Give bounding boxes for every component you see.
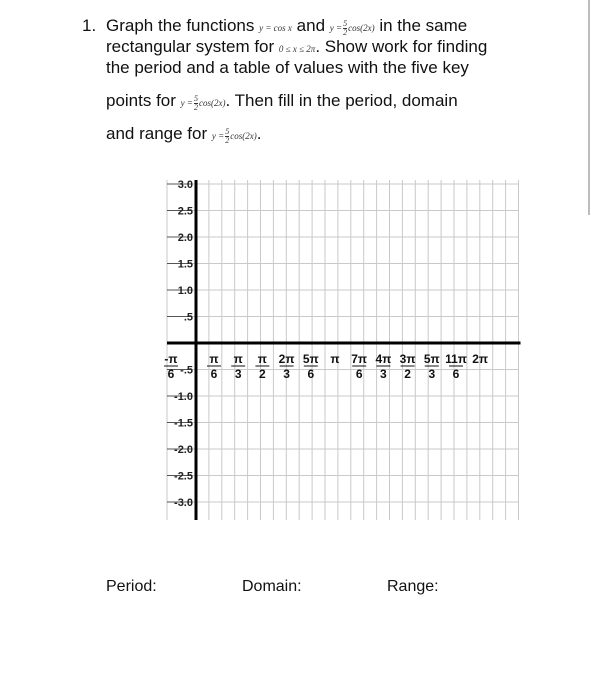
function-5-2-cos2x: y = $\frac{5}{2}$ cos(2x) xyxy=(211,127,257,146)
range-label: Range: xyxy=(387,578,439,595)
question-number: 1. xyxy=(82,16,97,35)
question-line-2: rectangular system for 0 ≤ x ≤ 2π. Show work for finding xyxy=(106,37,488,56)
x-tick-labels xyxy=(164,352,488,381)
function-cosx: y = cos x xyxy=(259,23,292,33)
y-tick-label: -2.0 xyxy=(174,444,193,456)
x-tick-denominator: 6 xyxy=(210,367,218,381)
x-tick-numerator: π xyxy=(257,352,267,366)
x-tick-numerator: π xyxy=(209,352,219,366)
question-line-3: the period and a table of values with the five key xyxy=(106,58,469,77)
function-5-2-cos2x: y = $\frac{5}{2}$ cos(2x) xyxy=(180,94,226,113)
x-tick-denominator: 3 xyxy=(234,367,242,381)
x-tick-denominator: 6 xyxy=(452,367,460,381)
y-tick-label: -2.5 xyxy=(174,470,193,483)
x-tick-numerator: 7π xyxy=(351,352,368,366)
question-line-1: Graph the functions y = cos x and y = $\frac{5}{2}$ cos(2x) in the same xyxy=(106,16,468,38)
y-tick-label: -1.5 xyxy=(174,417,193,430)
x-tick-numerator: π xyxy=(233,352,243,366)
y-tick-label: -1.0 xyxy=(174,391,193,403)
graph-grid xyxy=(150,175,535,525)
x-tick-denominator: 6 xyxy=(307,367,315,381)
grid-lines xyxy=(167,180,519,520)
x-tick-numerator: 3π xyxy=(399,352,416,366)
domain-label: Domain: xyxy=(242,578,302,595)
x-tick-denominator: 6 xyxy=(355,367,363,381)
x-tick-numerator: 5π xyxy=(302,352,319,366)
x-tick-numerator: 11π xyxy=(445,352,467,366)
x-tick-numerator: -π xyxy=(164,352,178,366)
x-tick-numerator: 2π xyxy=(472,352,489,366)
question-line-4: points for y = $\frac{5}{2}$ cos(2x). Then fill in the period, domain xyxy=(106,91,458,113)
axes xyxy=(167,180,521,520)
x-tick-numerator: 4π xyxy=(375,352,392,366)
y-tick-label: 1.0 xyxy=(177,285,193,297)
x-tick-denominator: 2 xyxy=(259,367,266,381)
x-tick-denominator: 6 xyxy=(167,367,175,381)
y-tick-label: 1.5 xyxy=(177,258,193,271)
y-tick-label: 2.5 xyxy=(177,205,193,218)
y-tick-label: -3.0 xyxy=(174,497,193,509)
page-edge xyxy=(588,0,590,215)
y-tick-label: -.5 xyxy=(180,364,193,377)
period-label: Period: xyxy=(106,578,157,595)
x-tick-denominator: 3 xyxy=(380,367,387,381)
question-line-5: and range for y = $\frac{5}{2}$ cos(2x). xyxy=(106,124,262,146)
x-tick-numerator: π xyxy=(330,352,340,366)
y-tick-label: .5 xyxy=(183,311,193,324)
y-tick-label: 2.0 xyxy=(177,232,193,244)
x-tick-denominator: 3 xyxy=(428,367,436,381)
y-tick-label: 3.0 xyxy=(177,179,193,191)
x-tick-numerator: 5π xyxy=(423,352,440,366)
x-tick-denominator: 2 xyxy=(404,367,411,381)
x-tick-denominator: 3 xyxy=(283,367,290,381)
x-tick-numerator: 2π xyxy=(278,352,295,366)
function-5-2-cos2x: y = $\frac{5}{2}$ cos(2x) xyxy=(329,19,375,38)
interval: 0 ≤ x ≤ 2π xyxy=(278,44,316,54)
